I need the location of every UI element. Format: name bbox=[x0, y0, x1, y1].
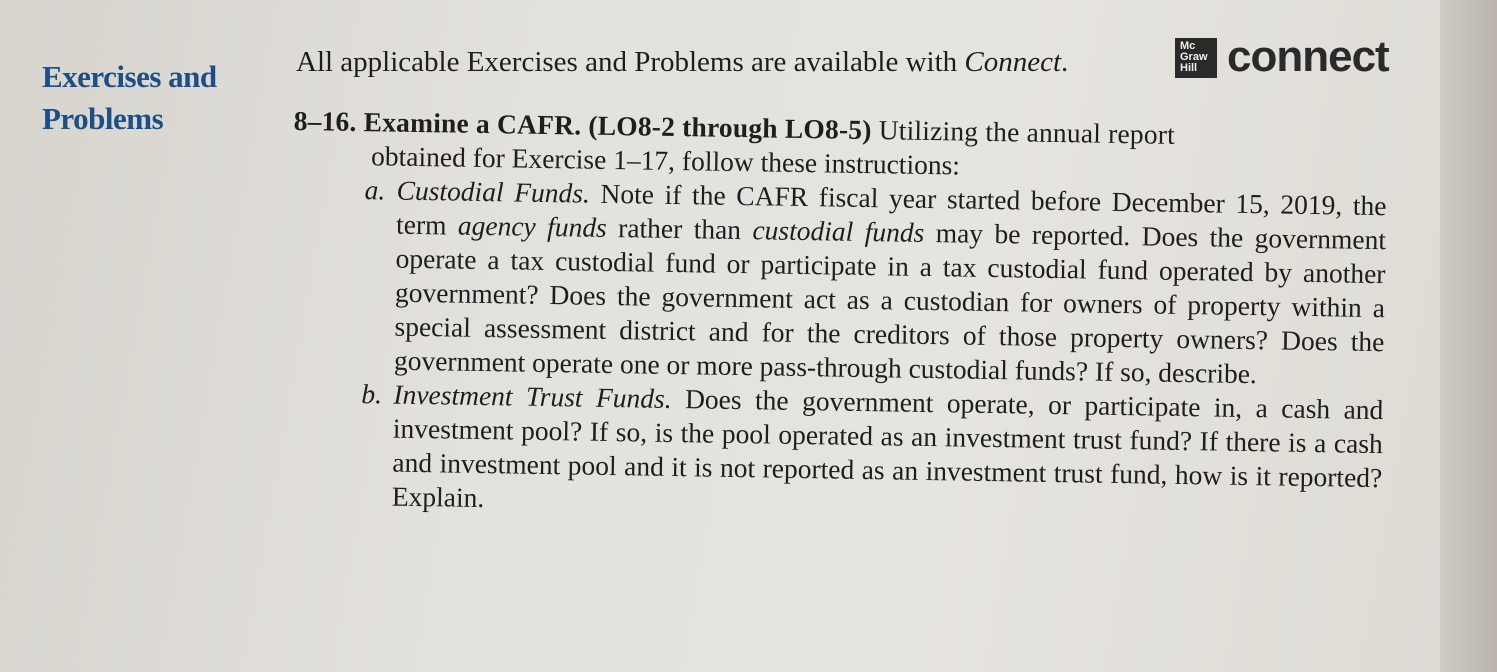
item-title: Investment Trust Funds. bbox=[393, 378, 672, 414]
problem-item-b bbox=[360, 377, 1384, 529]
section-heading-line1: Exercises and bbox=[42, 59, 217, 94]
item-emphasis-custodial-funds: custodial funds bbox=[752, 214, 925, 248]
mcgraw-hill-connect-logo bbox=[1175, 32, 1390, 88]
item-title: Custodial Funds. bbox=[396, 174, 591, 209]
item-text bbox=[392, 378, 1384, 530]
problem-item-a bbox=[362, 173, 1387, 393]
problem-8-16 bbox=[288, 104, 1394, 529]
item-marker: b. bbox=[361, 378, 383, 410]
logo-wordmark: connect bbox=[1227, 32, 1389, 81]
item-text bbox=[394, 174, 1387, 394]
intro-line bbox=[296, 46, 1068, 79]
intro-emphasis: Connect bbox=[964, 46, 1062, 78]
item-text-part2: rather than bbox=[606, 211, 753, 246]
logo-badge-line3: Hill bbox=[1180, 62, 1198, 74]
problem-intro-tail: Utilizing the annual report bbox=[871, 114, 1176, 150]
section-heading-line2: Problems bbox=[42, 101, 164, 136]
page-edge-shadow bbox=[1440, 0, 1497, 672]
item-marker: a. bbox=[364, 174, 386, 206]
item-text-part3: may be reported. Does the government operate a tax custodial fund or participate in a tax custodial fund operated by another government? Does the government act as a custodian for owners of property within a special assessment district and for the creditors of those property owners? Does the government operate one or more pass-through custodial funds? If so, describe. bbox=[393, 216, 1387, 390]
item-emphasis-agency-funds: agency funds bbox=[457, 209, 608, 243]
item-text-part1: Note if the CAFR fiscal year started before December 15, 2019, the term bbox=[395, 177, 1387, 241]
section-heading bbox=[42, 56, 262, 140]
logo-badge-line2: Graw bbox=[1180, 51, 1208, 63]
mcgraw-hill-badge-icon bbox=[1175, 38, 1217, 78]
item-text-part1: Does the government operate, or participate in, a cash and investment pool? If so, is the pool operated as an investment trust fund? If there is a cash and investment pool and it is not reported as an investment trust fund, how is it reported? Explain. bbox=[391, 382, 1384, 514]
problem-intro-line2: obtained for Exercise 1–17, follow these instructions: bbox=[370, 140, 961, 181]
problem-number: 8–16. bbox=[293, 104, 357, 137]
logo-badge-line1: Mc bbox=[1180, 40, 1196, 52]
intro-text-before: All applicable Exercises and Problems are available with bbox=[296, 46, 965, 78]
intro-text-after: . bbox=[1061, 46, 1069, 78]
problem-title: Examine a CAFR. (LO8-2 through LO8-5) bbox=[363, 106, 872, 146]
